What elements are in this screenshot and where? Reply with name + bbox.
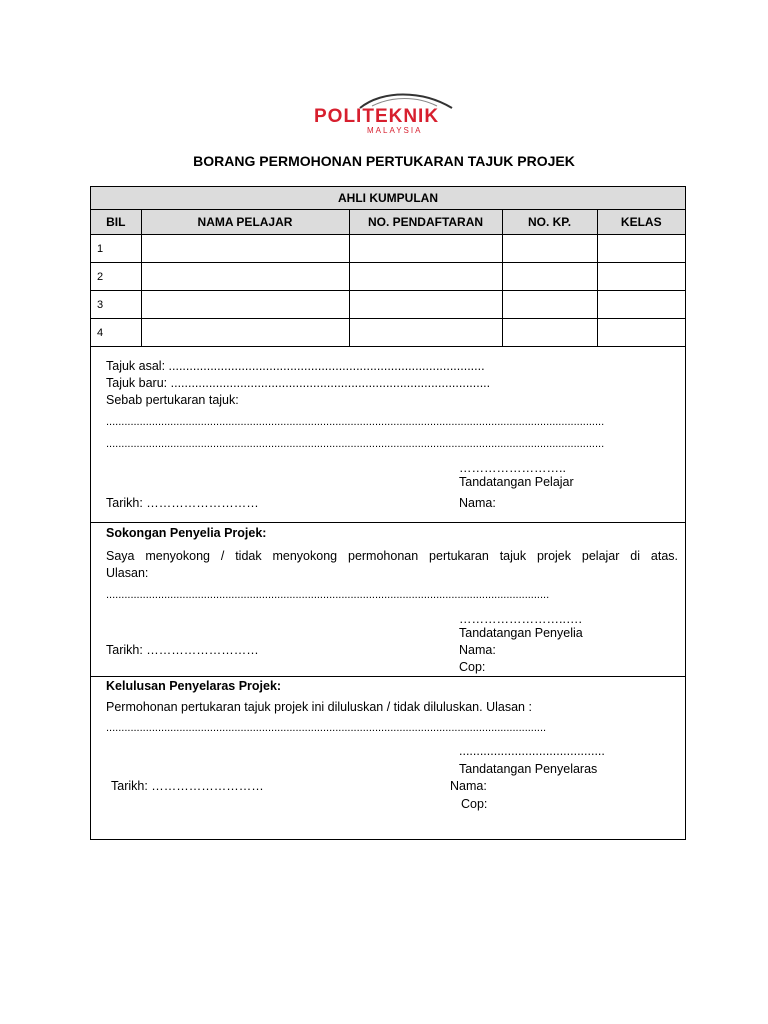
supervisor-stamp-label: Cop: — [459, 660, 486, 674]
row-number: 3 — [91, 291, 141, 319]
coordinator-date-field[interactable]: Tarikh: ……………………… — [111, 779, 264, 793]
student-date-field[interactable]: Tarikh: ……………………… — [106, 496, 259, 510]
coordinator-stamp-label: Cop: — [461, 797, 488, 811]
table-row — [91, 263, 685, 291]
politeknik-logo — [312, 88, 472, 138]
kp-cell[interactable] — [502, 291, 597, 319]
pendaftaran-cell[interactable] — [349, 235, 502, 263]
column-header-nama: NAMA PELAJAR — [141, 210, 349, 235]
supervisor-signature-label: Tandatangan Penyelia — [459, 626, 583, 640]
student-signature-line[interactable]: …………………….. — [459, 461, 566, 475]
column-header-kelas: KELAS — [597, 210, 685, 235]
supervisor-comment-line[interactable]: ................................................................................................................................................. — [106, 589, 550, 601]
coordinator-comment-line[interactable]: ................................................................................................................................................ — [106, 722, 547, 734]
student-signature-label: Tandatangan Pelajar — [459, 475, 574, 489]
column-header-pendaftaran: NO. PENDAFTARAN — [349, 210, 502, 235]
tajuk-baru-field[interactable]: Tajuk baru: ............................................................................................ — [106, 376, 491, 390]
supervisor-signature-line[interactable]: ……………………..…. — [459, 612, 582, 626]
supervisor-statement: Saya menyokong / tidak menyokong permohonan pertukaran tajuk projek pelajar di atas. — [106, 549, 678, 563]
kp-cell[interactable] — [502, 263, 597, 291]
sebab-line-2[interactable]: ................................................................................................................................................................... — [106, 438, 605, 450]
page-title: BORANG PERMOHONAN PERTUKARAN TAJUK PROJEK — [193, 153, 575, 169]
pendaftaran-cell[interactable] — [349, 291, 502, 319]
table-row — [91, 319, 685, 347]
supervisor-name-label: Nama: — [459, 643, 496, 657]
sebab-line-1[interactable]: ................................................................................................................................................................... — [106, 416, 605, 428]
coordinator-name-label: Nama: — [450, 779, 487, 793]
row-number: 4 — [91, 319, 141, 347]
members-group-header: AHLI KUMPULAN — [91, 187, 685, 210]
logo-subtitle: MALAYSIA — [367, 126, 423, 135]
coordinator-signature-line[interactable]: .......................................... — [459, 744, 605, 758]
pendaftaran-cell[interactable] — [349, 263, 502, 291]
coordinator-section — [91, 677, 685, 839]
coordinator-heading: Kelulusan Penyelaras Projek: — [106, 679, 282, 693]
supervisor-date-field[interactable]: Tarikh: ……………………… — [106, 643, 259, 657]
student-name-label: Nama: — [459, 496, 496, 510]
logo-wordmark: POLITEKNIK — [314, 106, 440, 127]
row-number: 1 — [91, 235, 141, 263]
kelas-cell[interactable] — [597, 319, 685, 347]
pendaftaran-cell[interactable] — [349, 319, 502, 347]
row-number: 2 — [91, 263, 141, 291]
supervisor-section — [91, 523, 685, 677]
table-row — [91, 235, 685, 263]
student-section — [91, 346, 685, 523]
kelas-cell[interactable] — [597, 235, 685, 263]
kp-cell[interactable] — [502, 319, 597, 347]
kp-cell[interactable] — [502, 235, 597, 263]
application-form — [90, 186, 686, 840]
supervisor-heading: Sokongan Penyelia Projek: — [106, 526, 267, 540]
coordinator-signature-label: Tandatangan Penyelaras — [459, 762, 598, 776]
nama-cell[interactable] — [141, 291, 349, 319]
kelas-cell[interactable] — [597, 291, 685, 319]
nama-cell[interactable] — [141, 319, 349, 347]
tajuk-asal-field[interactable]: Tajuk asal: ........................................................................................... — [106, 359, 485, 373]
sebab-label: Sebab pertukaran tajuk: — [106, 393, 239, 407]
nama-cell[interactable] — [141, 235, 349, 263]
supervisor-ulasan-label: Ulasan: — [106, 566, 149, 580]
column-header-bil: BIL — [91, 210, 141, 235]
table-row — [91, 291, 685, 319]
members-table — [91, 187, 685, 347]
coordinator-statement: Permohonan pertukaran tajuk projek ini diluluskan / tidak diluluskan. Ulasan : — [106, 700, 532, 714]
nama-cell[interactable] — [141, 263, 349, 291]
kelas-cell[interactable] — [597, 263, 685, 291]
column-header-kp: NO. KP. — [502, 210, 597, 235]
